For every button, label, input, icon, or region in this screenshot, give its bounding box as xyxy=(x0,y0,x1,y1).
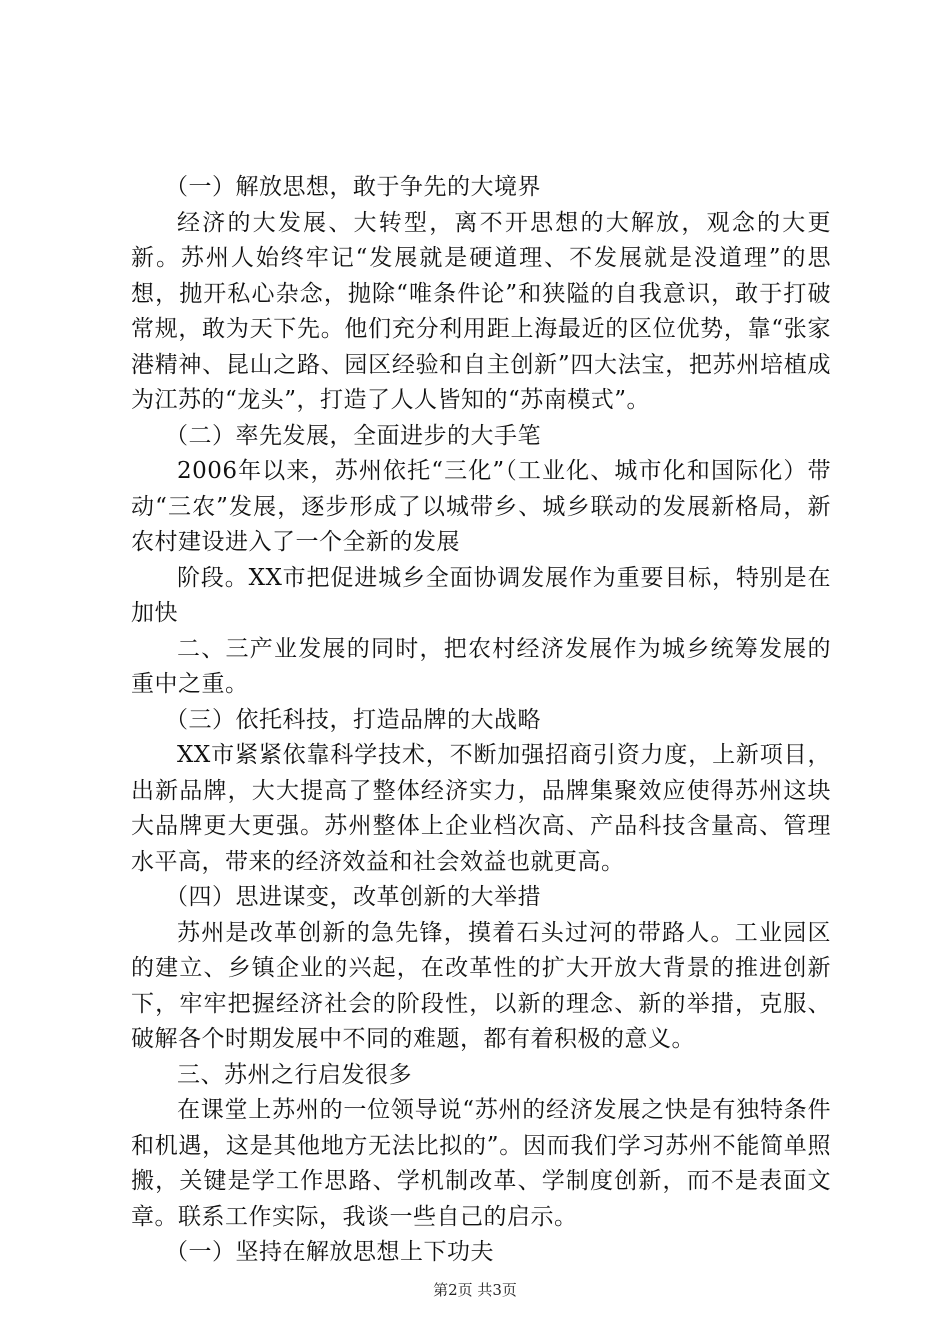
section-heading-3: 三、苏州之行启发很多 xyxy=(177,1061,412,1088)
paragraph-6: 苏州是改革创新的急先锋，摸着石头过河的带路人。工业园区的建立、乡镇企业的兴起，在改革性的扩大开放大背景的推进创新下，牢牢把握经济社会的阶段性，以新的理念、新的举措，克服、破解各个时期发展中不同的难题，都有着积极的意义。 xyxy=(131,919,831,1052)
paragraph-2: 2006年以来，苏州依托“三化”（工业化、城市化和国际化）带动“三农”发展，逐步形成了以城带乡、城乡联动的发展新格局，新农村建设进入了一个全新的发展 xyxy=(131,458,831,555)
paragraph-4: 二、三产业发展的同时，把农村经济发展作为城乡统筹发展的重中之重。 xyxy=(131,635,831,697)
section-heading-3-1: （一）坚持在解放思想上下功夫 xyxy=(165,1239,494,1265)
paragraph-3: 阶段。XX市把促进城乡全面协调发展作为重要目标，特别是在加快 xyxy=(131,564,831,626)
paragraph-1: 经济的大发展、大转型，离不开思想的大解放，观念的大更新。苏州人始终牢记“发展就是硬道理、不发展就是没道理”的思想，抛开私心杂念，抛除“唯条件论”和狭隘的自我意识，敢于打破常规，敢为天下先。他们充分利用距上海最近的区位优势，靠“张家港精神、昆山之路、园区经验和自主创新”四大法宝，把苏州培植成为江苏的“龙头”，打造了人人皆知的“苏南模式”。 xyxy=(131,209,831,413)
paragraph-7: 在课堂上苏州的一位领导说“苏州的经济发展之快是有独特条件和机遇，这是其他地方无法比拟的”。因而我们学习苏州不能简单照搬，关键是学工作思路、学机制改革、学制度创新，而不是表面文章。联系工作实际，我谈一些自己的启示。 xyxy=(131,1097,831,1230)
document-body xyxy=(131,170,831,1271)
section-heading-1-3: （三）依托科技，打造品牌的大战略 xyxy=(165,706,541,733)
paragraph-5: XX市紧紧依靠科学技术，不断加强招商引资力度，上新项目，出新品牌，大大提高了整体经济实力，品牌集聚效应使得苏州这块大品牌更大更强。苏州整体上企业档次高、产品科技含量高、管理水平高，带来的经济效益和社会效益也就更高。 xyxy=(131,742,831,875)
section-heading-1-4: （四）思进谋变，改革创新的大举措 xyxy=(165,884,541,910)
page-footer: 第2页 共3页 xyxy=(433,1281,517,1299)
section-heading-1-1: （一）解放思想，敢于争先的大境界 xyxy=(165,174,541,200)
section-heading-1-2: （二）率先发展，全面进步的大手笔 xyxy=(165,422,541,449)
